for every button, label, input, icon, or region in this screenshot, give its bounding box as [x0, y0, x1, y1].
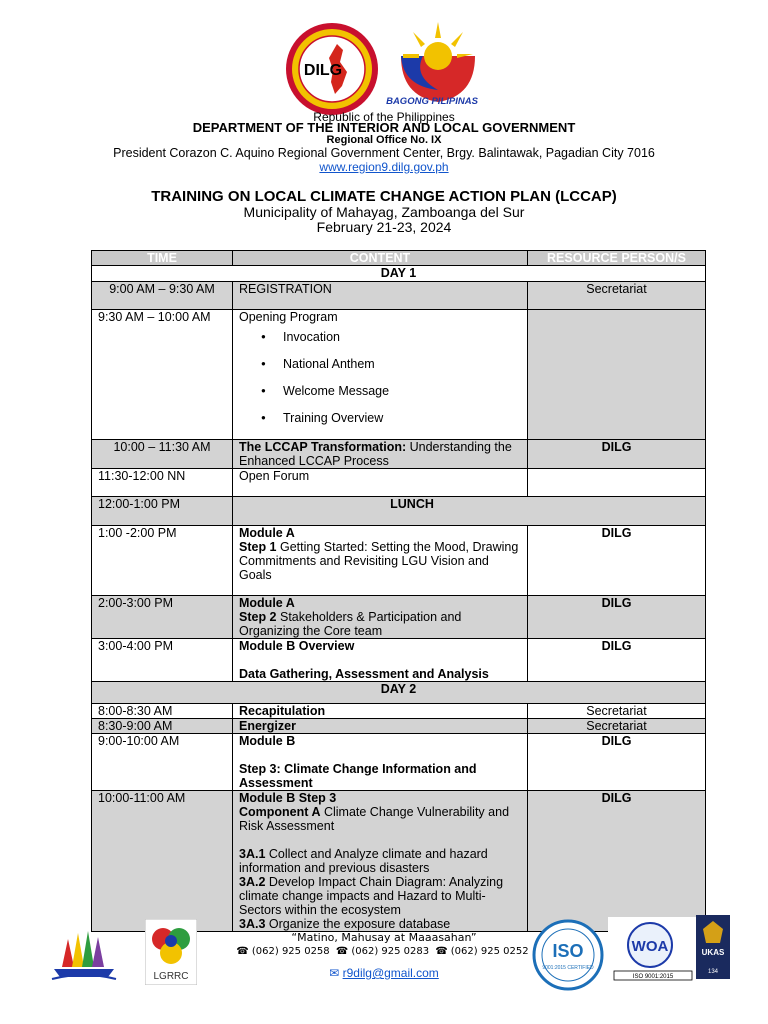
row-content-text: Understanding the Enhanced LCCAP Process	[239, 440, 512, 468]
svg-text:UKAS: UKAS	[701, 948, 725, 957]
row-time: 2:00-3:00 PM	[92, 596, 233, 639]
component-text: Climate Change Vulnerability and Risk Assessment	[239, 805, 510, 833]
row-resource: Secretariat	[528, 704, 706, 719]
day-1-label: DAY 1	[92, 266, 706, 282]
table-row	[92, 310, 706, 440]
list-item: ● National Anthem	[239, 357, 521, 371]
phone-icon: ☎	[335, 946, 349, 957]
ukas-accreditation-logo	[696, 915, 730, 979]
republic-line: Republic of the Philippines	[313, 110, 455, 124]
substep-label: 3A.1	[239, 847, 266, 861]
opening-program-title: Opening Program	[239, 310, 338, 324]
iso-certification-badge	[532, 919, 604, 991]
lunch-label: LUNCH	[233, 497, 706, 526]
table-row	[92, 497, 706, 526]
col-header-time: TIME	[92, 251, 233, 266]
module-title: Module B Step 3	[239, 791, 337, 805]
row-time: 9:00 AM – 9:30 AM	[92, 282, 233, 310]
training-location: Municipality of Mahayag, Zamboanga del Sur	[243, 204, 525, 220]
training-title: TRAINING ON LOCAL CLIMATE CHANGE ACTION PLAN (LCCAP)	[151, 188, 617, 205]
row-resource: Secretariat	[528, 719, 706, 734]
component-label: Component A	[239, 805, 321, 819]
row-resource	[528, 310, 706, 440]
footer	[0, 915, 768, 1024]
header-logos	[0, 16, 768, 116]
substep-text: Develop Impact Chain Diagram: Analyzing climate change impacts and Hazard to Multi-Sectors within the ecosystem	[239, 875, 504, 917]
row-content	[233, 639, 528, 682]
training-dates: February 21-23, 2024	[316, 219, 452, 235]
row-resource	[528, 469, 706, 497]
module-subtitle: Data Gathering, Assessment and Analysis	[239, 667, 489, 681]
row-time: 11:30-12:00 NN	[92, 469, 233, 497]
row-content: Open Forum	[233, 469, 528, 497]
table-row	[92, 704, 706, 719]
substep-text: Organize the exposure database	[265, 917, 451, 931]
row-resource: DILG	[528, 734, 706, 791]
row-content	[233, 310, 528, 440]
row-time: 1:00 -2:00 PM	[92, 526, 233, 596]
row-resource: DILG	[528, 596, 706, 639]
table-row	[92, 791, 706, 932]
step-label: Step 1	[239, 540, 277, 554]
col-header-resource: RESOURCE PERSON/S	[528, 251, 706, 266]
svg-text:ISO: ISO	[552, 941, 584, 961]
table-row	[92, 596, 706, 639]
table-row	[92, 734, 706, 791]
row-content	[233, 596, 528, 639]
svg-text:WOA: WOA	[631, 938, 669, 955]
col-header-content: CONTENT	[233, 251, 528, 266]
svg-text:134: 134	[707, 969, 719, 975]
row-resource: DILG	[528, 440, 706, 469]
row-content	[233, 734, 528, 791]
table-row	[92, 469, 706, 497]
motto-text: “Matino, Mahusay at Maaasahan”	[291, 931, 477, 944]
email-link[interactable]: r9dilg@gmail.com	[342, 966, 439, 980]
envelope-icon: ✉	[329, 966, 340, 980]
substep-text: Collect and Analyze climate and hazard information and previous disasters	[239, 847, 488, 875]
module-title: Module A	[239, 526, 295, 540]
row-resource: DILG	[528, 791, 706, 932]
row-content: Energizer	[233, 719, 528, 734]
table-row	[92, 526, 706, 596]
dilg-seal-logo	[285, 22, 379, 116]
module-title: Module B Overview	[239, 639, 355, 653]
day-row	[92, 266, 706, 282]
phone-icon: ☎	[236, 946, 249, 957]
phone-icon: ☎	[435, 946, 448, 957]
woa-certification-logo	[608, 917, 698, 981]
bagong-pilipinas-text: BAGONG PILIPINAS	[386, 96, 478, 107]
regional-office: Regional Office No. IX	[326, 134, 442, 146]
row-content	[233, 791, 528, 932]
module-title: Module B	[239, 734, 296, 748]
list-item: ● Welcome Message	[239, 384, 521, 398]
svg-text:DILG: DILG	[303, 62, 343, 79]
row-time: 10:00-11:00 AM	[92, 791, 233, 932]
phone-number: (062) 925 0283	[351, 946, 430, 957]
table-row	[92, 719, 706, 734]
step-text: Getting Started: Setting the Mood, Drawing Commitments and Revisiting LGU Vision and Goals	[239, 540, 519, 582]
row-content: Recapitulation	[233, 704, 528, 719]
day-2-label: DAY 2	[92, 682, 706, 704]
svg-text:LGRRC: LGRRC	[153, 971, 189, 982]
module-title: Module A	[239, 596, 295, 610]
table-row	[92, 639, 706, 682]
website-link[interactable]: www.region9.dilg.gov.ph	[319, 160, 449, 174]
row-time: 9:30 AM – 10:00 AM	[92, 310, 233, 440]
phone-number: (062) 925 0258	[251, 946, 330, 957]
substep-label: 3A.2	[239, 875, 266, 889]
row-content	[233, 526, 528, 596]
substep-label: 3A.3	[239, 917, 266, 931]
opening-program-list	[239, 330, 521, 425]
module-subtitle: Step 3: Climate Change Information and Assessment	[239, 762, 477, 790]
row-content-bold: The LCCAP Transformation:	[239, 440, 407, 454]
list-item: ● Invocation	[239, 330, 521, 344]
day-row	[92, 682, 706, 704]
phone-number: (062) 925 0252	[450, 946, 529, 957]
row-time: 10:00 – 11:30 AM	[92, 440, 233, 469]
step-label: Step 2	[239, 610, 277, 624]
row-content: REGISTRATION	[233, 282, 528, 310]
step-text: Stakeholders & Participation and Organizing the Core team	[239, 610, 462, 638]
row-time: 3:00-4:00 PM	[92, 639, 233, 682]
row-time: 8:00-8:30 AM	[92, 704, 233, 719]
table-header-row	[92, 251, 706, 266]
row-content	[233, 440, 528, 469]
row-resource: Secretariat	[528, 282, 706, 310]
row-resource: DILG	[528, 526, 706, 596]
row-time: 8:30-9:00 AM	[92, 719, 233, 734]
office-address: President Corazon C. Aquino Regional Government Center, Brgy. Balintawak, Pagadian City 7016	[113, 146, 655, 160]
svg-text:9001:2015 CERTIFIED: 9001:2015 CERTIFIED	[542, 965, 594, 971]
schedule-table	[91, 250, 706, 932]
row-time: 9:00-10:00 AM	[92, 734, 233, 791]
table-row	[92, 440, 706, 469]
svg-text:ISO 9001:2015: ISO 9001:2015	[632, 974, 674, 980]
row-resource: DILG	[528, 639, 706, 682]
table-row	[92, 282, 706, 310]
department-name: DEPARTMENT OF THE INTERIOR AND LOCAL GOVERNMENT	[192, 120, 576, 135]
list-item: ● Training Overview	[239, 411, 521, 425]
row-time: 12:00-1:00 PM	[92, 497, 233, 526]
